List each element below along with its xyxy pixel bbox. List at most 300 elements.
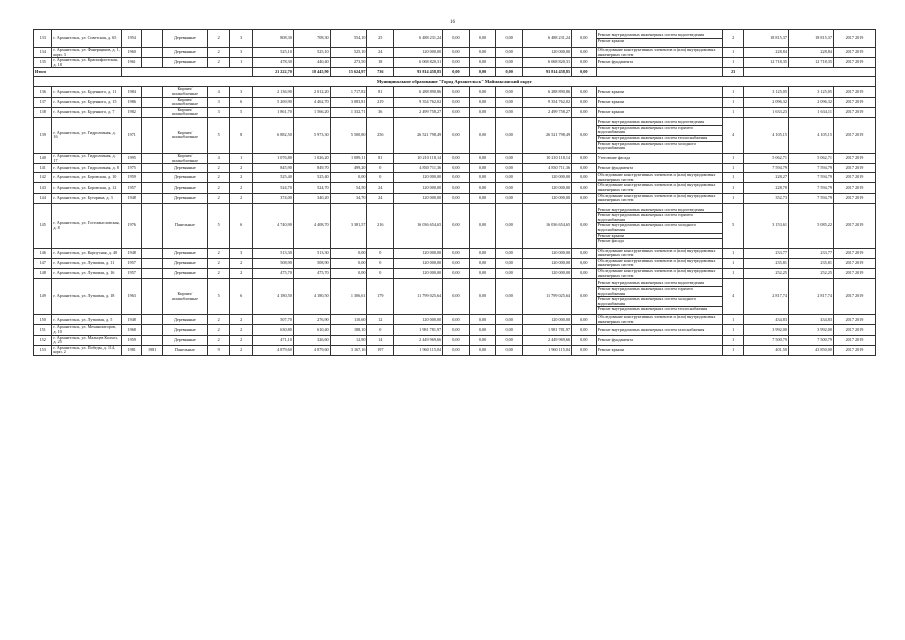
floors-cell: 4 [207,153,230,163]
entrances-cell: 2 [230,258,253,268]
regional-budget-cell: 0,00 [469,279,496,315]
completion-period-cell: 2017 2019 [833,193,875,203]
year-overhaul-cell [142,58,162,68]
row-number: 150 [34,315,52,325]
entrances-cell: 2 [230,173,253,183]
local-budget-cell: 0,00 [496,183,523,193]
works-cell [596,48,723,58]
unit-cost-cell: 5 062,71 [743,153,788,163]
works-count-cell: 1 [723,97,743,107]
owners-funds-cell: 26 521 798,49 [522,117,571,153]
area-premises-cell: 2 012,20 [293,87,330,97]
address-cell: г. Архангельск, ул. Фанерщиков, д. 1, корп. 3 [53,47,120,57]
completion-period-cell: 2017 2019 [833,30,875,48]
residents-cell: 0 [367,164,394,173]
area-residential-cell: 188,10 [330,325,367,335]
cost-cell: 10 210 118,14 [394,153,443,163]
fund-cell: 0,00 [443,258,470,268]
owners-funds-cell: 1 960 115,04 [522,345,571,355]
area-premises-cell: 475,70 [293,269,330,279]
completion-period-cell: 2017 2019 [833,107,875,117]
floors-cell: 9 [207,345,230,355]
owners-funds-cell: 10 210 118,14 [522,153,571,163]
total-area-cell: 6 882,50 [252,117,293,153]
completion-period-cell: 2017 2019 [833,173,875,183]
max-unit-cost-cell: 3 992,00 [788,325,833,335]
work-item: Ремонт внутридомовых инженерных систем водоотведения [597,33,723,39]
area-residential-cell: 12,90 [330,335,367,345]
table-row [34,58,876,68]
row-number: 146 [34,248,52,258]
fund-cell: 0,00 [443,117,470,153]
works-cell [596,193,723,203]
area-premises-cell: 4 180,50 [293,279,330,315]
year-built-cell: 1957 [121,269,141,279]
work-item: Ремонт фасада [597,238,624,244]
local-budget-cell: 0,00 [496,345,523,355]
year-built-cell: 1968 [121,325,141,335]
works-cell [596,164,723,173]
address-cell: г. Архангельск, ул. Гостомысловская, д. 8 [52,203,122,248]
address-cell: г. Архангельск, ул. Лутковая, д. 16 [52,269,122,279]
table-row [34,48,876,58]
wall-material-cell: Деревянные [162,248,207,258]
residents-cell: 14 [367,335,394,345]
local-budget-cell: 0,00 [496,97,523,107]
work-item: Ремонт внутридомовых инженерных систем горячего водоснабжения [597,126,723,136]
owners-funds-cell: 1 981 781,97 [522,325,571,335]
cost-cell: 6 488 231,24 [394,30,443,48]
max-unit-cost-cell: 434,83 [788,315,833,325]
work-item: Ремонт фундамента [597,59,633,65]
regional-budget-cell: 0,00 [469,164,496,173]
entrances-cell: 1 [230,153,253,163]
floors-cell: 3 [207,97,230,107]
wall-material-cell: Деревянные [162,269,207,279]
total-area-cell: 4 879,60 [252,345,293,355]
year-overhaul-cell [142,117,162,153]
address-cell: г. Архангельск, ул. Краснофлотская, д. 18 [52,58,122,68]
floors-cell: 5 [207,279,230,315]
other-funds-cell: 0,00 [572,279,597,315]
total-area-cell: 845,90 [252,164,293,173]
table-row [34,153,876,163]
cost-cell: 6 068 820,31 [394,58,443,68]
table-row [34,87,876,97]
year-overhaul-cell [142,97,162,107]
work-item: Ремонт внутридомовых инженерных систем газоснабжения [597,326,705,332]
total-area-cell: 508,90 [252,258,293,268]
other-funds-cell: 0,00 [572,325,597,335]
regional-budget-cell: 0,00 [469,183,496,193]
entrances-cell: 6 [230,97,253,107]
fund-cell: 0,00 [443,193,470,203]
residents-cell: 256 [367,117,394,153]
works-count-cell: 1 [723,48,743,58]
entrances-cell: 8 [230,117,253,153]
wall-material-cell: Деревянные [162,58,207,68]
entrances-cell: 2 [230,325,253,335]
other-funds-cell: 0,00 [572,107,597,117]
year-built-cell: 1981 [121,345,141,355]
floors-cell: 2 [207,58,230,68]
fund-cell: 0,00 [443,335,470,345]
residents-cell: 24 [367,193,394,203]
wall-material-cell: Деревянные [162,335,207,345]
year-overhaul-cell [142,325,162,335]
unit-cost-cell: 434,83 [743,315,788,325]
total-area-cell: 808,30 [252,30,293,48]
year-built-cell: 1948 [121,193,141,203]
max-unit-cost-cell: 5 062,71 [788,153,833,163]
other-funds-cell: 0,00 [572,269,597,279]
works-cell [596,248,723,258]
area-residential-cell: 0,00 [330,173,367,183]
unit-cost-cell: 3 153,61 [743,203,788,248]
total-empty-cell [121,68,252,77]
unit-cost-cell: 252,25 [743,269,788,279]
total-empty-cell [743,68,875,77]
year-overhaul-cell [142,164,162,173]
unit-cost-cell: 352,73 [743,193,788,203]
other-funds-cell: 0,00 [572,117,597,153]
local-budget-cell: 0,00 [496,173,523,183]
regional-budget-cell: 0,00 [469,315,496,325]
work-item: Обследование конструктивных элементов и (или) внутридомовых инженерных систем [597,193,716,203]
work-item: Обследование конструктивных элементов и (или) внутридомовых инженерных систем [597,47,716,57]
address-cell: г. Архангельск, ул. Гидролизная, д. 17 [52,153,122,163]
table-row [34,117,876,153]
residents-cell: 0 [367,248,394,258]
work-item: Обследование конструктивных элементов и (или) внутридомовых инженерных систем [597,172,716,182]
address-cell: г. Архангельск, ул. Буденного, д. 15 [52,97,122,107]
fund-cell: 0,00 [443,345,470,355]
completion-period-cell: 2017 2019 [833,48,875,58]
address-cell: г. Архангельск, ул. Гидролизная, д. 8 [52,164,122,173]
local-budget-cell: 0,00 [496,335,523,345]
area-residential-cell: 3 381,57 [330,203,367,248]
entrances-cell: 6 [230,279,253,315]
area-residential-cell: 3 083,81 [330,97,367,107]
completion-period-cell: 2017 2019 [833,58,875,68]
year-built-cell: 1971 [121,117,141,153]
page-number: 16 [450,20,455,25]
owners-funds-cell: 120 000,00 [522,258,571,268]
unit-cost-cell: 3 125,05 [743,87,788,97]
area-premises-cell: 4 462,70 [293,97,330,107]
cost-cell: 1 960 115,04 [394,345,443,355]
year-built-cell: 1986 [121,97,141,107]
wall-material-cell: Кирпич/ шлакоблочные [162,87,207,97]
area-premises-cell: 708,30 [293,30,330,48]
local-budget-cell: 0,00 [496,58,523,68]
area-premises-cell: 508,90 [293,258,330,268]
max-unit-cost-cell: 3 125,05 [788,87,833,97]
max-unit-cost-cell: 233,77 [788,248,833,258]
unit-cost-cell: 3 992,00 [743,325,788,335]
floors-cell: 2 [207,164,230,173]
owners-funds-cell: 4 830 711,36 [522,164,571,173]
wall-material-cell: Кирпич/ шлакоблочные [162,279,207,315]
owners-funds-cell: 16 036 654,65 [522,203,571,248]
residents-cell: 219 [367,97,394,107]
area-residential-cell: 273,50 [330,58,367,68]
wall-material-cell: Деревянные [162,183,207,193]
unit-cost-cell: 228,70 [743,183,788,193]
max-unit-cost-cell: 1 634,11 [788,107,833,117]
residents-cell: 25 [367,30,394,48]
floors-cell: 2 [207,30,230,48]
floors-cell: 2 [207,193,230,203]
other-funds-cell: 0,00 [572,203,597,248]
works-cell [596,203,723,248]
address-cell: г. Архангельск, ул. Советская, д. 65 [52,30,122,48]
completion-period-cell: 2017 2019 [833,315,875,325]
completion-period-cell: 2017 2019 [833,248,875,258]
year-built-cell: 1995 [121,153,141,163]
row-number: 152 [34,335,52,345]
area-residential-cell: 1 089,11 [330,153,367,163]
fund-cell: 0,00 [443,269,470,279]
owners-funds-cell: 6 068 820,31 [522,58,571,68]
works-count-cell: 4 [723,117,743,153]
works-count-cell: 1 [723,269,743,279]
cost-cell: 9 354 762,02 [394,97,443,107]
area-residential-cell: 5 500,80 [330,117,367,153]
area-residential-cell: 3 167,16 [330,345,367,355]
year-built-cell: 1948 [121,248,141,258]
works-count-cell: 1 [723,58,743,68]
year-overhaul-cell [142,183,162,193]
local-budget-cell: 0,00 [496,87,523,97]
unit-cost-cell: 235,81 [743,258,788,268]
fund-cell: 0,00 [443,97,470,107]
local-budget-cell: 0,00 [496,315,523,325]
regional-budget-cell: 0,00 [469,87,496,97]
wall-material-cell: Деревянные [162,173,207,183]
work-item: Ремонт внутридомовых инженерных систем горячего водоснабжения [597,287,723,297]
regional-budget-cell: 0,00 [469,97,496,107]
total-z2-cell: 0,00 [469,68,496,77]
area-residential-cell: 525,10 [330,48,367,58]
works-count-cell: 2 [723,30,743,48]
floors-cell: 2 [207,335,230,345]
regional-budget-cell: 0,00 [469,269,496,279]
work-item: Ремонт фундамента [597,164,633,170]
works-cell [596,58,723,68]
year-built-cell: 1960 [121,48,141,58]
max-unit-cost-cell: 12 718,35 [788,58,833,68]
area-residential-cell: 554,10 [330,30,367,48]
wall-material-cell: Деревянные [162,193,207,203]
local-budget-cell: 0,00 [496,269,523,279]
completion-period-cell: 2017 2019 [833,258,875,268]
unit-cost-cell: 2 817,74 [743,279,788,315]
residents-cell: 36 [367,107,394,117]
work-item: Ремонт внутридомовых инженерных систем холодного водоснабжения [597,140,697,151]
residents-cell: 24 [367,183,394,193]
other-funds-cell: 0,00 [572,30,597,48]
regional-budget-cell: 0,00 [469,345,496,355]
other-funds-cell: 0,00 [572,258,597,268]
completion-period-cell: 2017 2019 [833,183,875,193]
unit-cost-cell: 233,77 [743,248,788,258]
other-funds-cell: 0,00 [572,58,597,68]
cost-cell: 11 799 025,64 [394,279,443,315]
regional-budget-cell: 0,00 [469,193,496,203]
year-built-cell: 1984 [121,87,141,97]
local-budget-cell: 0,00 [496,153,523,163]
total-area-cell: 630,80 [252,325,293,335]
max-unit-cost-cell: 7 594,79 [788,193,833,203]
year-overhaul-cell [142,107,162,117]
area-residential-cell: 0,00 [330,258,367,268]
year-built-cell: 1961 [121,58,141,68]
max-unit-cost-cell: 2 096,32 [788,97,833,107]
works-cell [596,30,723,48]
work-item: Ремонт крыши [597,38,624,43]
fund-cell: 0,00 [443,58,470,68]
owners-funds-cell: 9 354 762,02 [522,97,571,107]
floors-cell: 2 [207,325,230,335]
max-unit-cost-cell: 235,81 [788,258,833,268]
works-cell [596,258,723,268]
local-budget-cell: 0,00 [496,164,523,173]
unit-cost-cell: 7 500,79 [743,335,788,345]
entrances-cell: 2 [230,315,253,325]
works-cell [596,87,723,97]
area-residential-cell: 110,60 [330,315,367,325]
owners-funds-cell: 120 000,00 [522,269,571,279]
total-area-cell: 1 076,80 [252,153,293,163]
area-premises-cell: 524,70 [293,183,330,193]
address-cell: г. Архангельск, ул. Победы, д. 114, корп. 2 [52,345,122,355]
fund-cell: 0,00 [443,48,470,58]
work-item: Обследование конструктивных элементов и (или) внутридомовых инженерных систем [597,182,716,192]
works-count-cell: 1 [723,183,743,193]
floors-cell: 2 [207,183,230,193]
work-item: Ремонт крыши [597,98,624,104]
floors-cell: 5 [207,203,230,248]
row-number: 135 [34,58,52,68]
local-budget-cell: 0,00 [496,193,523,203]
year-overhaul-cell [142,87,162,97]
residents-cell: 0 [367,173,394,183]
works-count-cell: 1 [723,248,743,258]
works-count-cell: 1 [723,325,743,335]
total-own-cell: 93 814 458,85 [522,68,571,77]
table-row [34,173,876,183]
max-unit-cost-cell: 252,25 [788,269,833,279]
total-area-cell: 4 740,90 [252,203,293,248]
total-z4-cell: 0,00 [572,68,597,77]
local-budget-cell: 0,00 [496,117,523,153]
unit-cost-cell: 401,50 [743,345,788,355]
table-row [34,183,876,193]
unit-cost-cell: 4 105,15 [743,117,788,153]
area-residential-cell: 1 332,71 [330,107,367,117]
works-cell [596,335,723,345]
entrances-cell: 3 [230,30,253,48]
area-residential-cell: 0,00 [330,269,367,279]
owners-funds-cell: 2 449 969,66 [522,335,571,345]
works-count-cell: 1 [723,193,743,203]
total-z1-cell: 0,00 [443,68,470,77]
address-cell: г. Архангельск, ул. Гидролизная, д. 16 [52,117,122,153]
fund-cell: 0,00 [443,164,470,173]
other-funds-cell: 0,00 [572,345,597,355]
other-funds-cell: 0,00 [572,153,597,163]
completion-period-cell: 2017 2019 [833,153,875,163]
wall-material-cell: Деревянные [162,315,207,325]
address-cell: г. Архангельск, ул. Мальцев Колхоз, д. 25 [52,335,122,345]
work-item: Ремонт внутридомовых инженерных систем холодного водоснабжения [597,223,723,233]
owners-funds-cell: 120 000,00 [522,248,571,258]
completion-period-cell: 2017 2019 [833,164,875,173]
works-cell [596,279,723,315]
wall-material-cell: Деревянные [162,48,207,58]
works-count-cell: 1 [723,258,743,268]
other-funds-cell: 0,00 [572,164,597,173]
year-built-cell: 1948 [121,315,141,325]
total-area-cell: 513,30 [252,248,293,258]
row-number: 138 [34,107,52,117]
year-overhaul-cell [142,30,162,48]
year-overhaul-cell [142,279,162,315]
entrances-cell: 2 [230,183,253,193]
work-item: Ремонт внутридомовых инженерных систем холодного водоснабжения [597,297,723,307]
residents-cell: 0 [367,325,394,335]
row-number: 153 [34,345,52,355]
year-overhaul-cell [142,248,162,258]
works-count-cell: 1 [723,87,743,97]
residents-cell: 0 [367,269,394,279]
area-premises-cell: 610,40 [293,325,330,335]
work-item: Утепление фасада [597,155,631,161]
max-unit-cost-cell: 2 817,74 [788,279,833,315]
works-count-cell: 1 [723,153,743,163]
fund-cell: 0,00 [443,325,470,335]
regional-budget-cell: 0,00 [469,335,496,345]
works-cell [596,117,723,153]
work-item: Ремонт внутридомовых инженерных систем водоотведения [597,208,723,214]
table-row [34,248,876,258]
wall-material-cell: Панельные [162,203,207,248]
max-unit-cost-cell: 5 085,22 [788,203,833,248]
floors-cell: 2 [207,258,230,268]
other-funds-cell: 0,00 [572,315,597,325]
work-item: Обследование конструктивных элементов и (или) внутридомовых инженерных систем [597,258,716,268]
cost-cell: 4 830 711,36 [394,164,443,173]
total-area-cell: 525,40 [252,173,293,183]
area-residential-cell: 1 717,82 [330,87,367,97]
area-residential-cell: 1 306,61 [330,279,367,315]
work-item: Ремонт фундамента [597,336,633,342]
cost-cell: 120 000,00 [394,48,443,58]
table-row [34,97,876,107]
works-count-cell: 1 [723,164,743,173]
work-item: Ремонт внутридомовых инженерных систем теплоснабжения [597,306,708,312]
cost-cell: 120 000,00 [394,269,443,279]
total-area-cell: 374,00 [252,193,293,203]
unit-cost-cell: 12 718,35 [743,58,788,68]
entrances-cell: 2 [230,335,253,345]
completion-period-cell: 2017 2019 [833,117,875,153]
regional-budget-cell: 0,00 [469,203,496,248]
unit-cost-cell: 7 594,79 [743,164,788,173]
cost-cell: 26 521 798,49 [394,117,443,153]
row-number: 143 [34,183,52,193]
